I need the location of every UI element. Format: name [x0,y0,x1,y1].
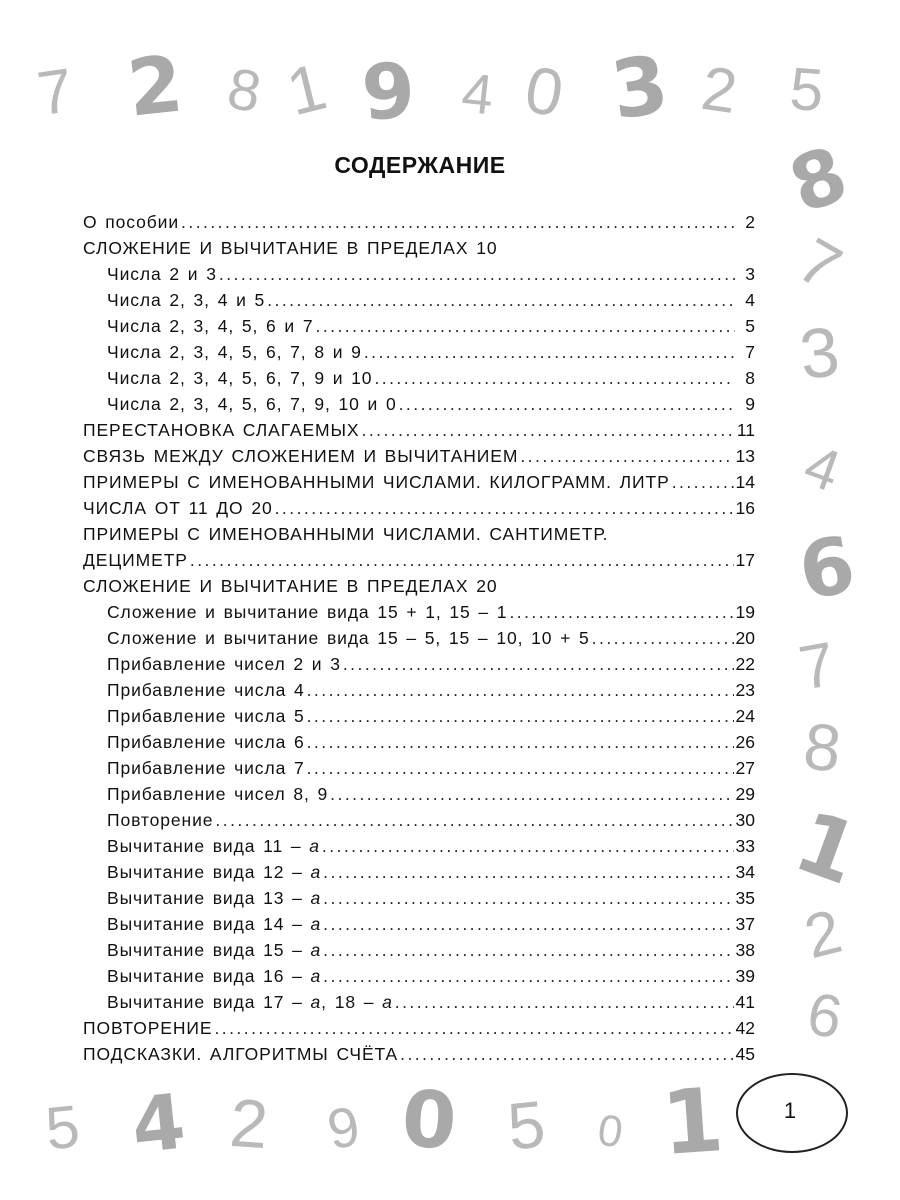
toc-entry [83,914,755,940]
decor-digit-right-4: 4 [796,432,849,505]
decor-digit-bottom-4: 9 [322,1093,365,1162]
toc-entry [83,810,755,836]
toc-leader-dots [400,1044,733,1065]
toc-leader-dots [215,810,733,831]
toc-entry-page: 27 [735,758,755,778]
toc-entry-title: Числа 2 и 3 [107,264,217,284]
toc-leader-dots [509,602,733,623]
toc-entry-page: 16 [735,498,755,518]
toc-entry-page: 42 [735,1018,755,1038]
toc-entry-page: 22 [735,654,755,674]
toc-leader-dots [592,628,734,649]
toc-entry-title: ДЕЦИМЕТР [83,550,188,570]
toc-entry [83,264,755,290]
toc-entry-title: Вычитание вида 13 – a [107,888,322,908]
toc-leader-dots [316,316,736,337]
toc-entry-page: 30 [735,810,755,830]
toc-entry [83,212,755,238]
toc-entry-page: 41 [735,992,755,1012]
toc-entry-page: 11 [736,420,755,440]
toc-entry [83,654,755,680]
toc-entry [83,394,755,420]
decor-digit-bottom-5: 0 [398,1074,460,1168]
toc-entry [83,992,755,1018]
toc-entry [83,316,755,342]
toc-entry-title: Числа 2, 3, 4 и 5 [107,290,266,310]
decor-digit-top-1: 7 [33,55,78,130]
toc-leader-dots [307,758,734,779]
toc-leader-dots [323,862,733,883]
toc-entry-title: Сложение и вычитание вида 15 – 5, 15 – 10, 10 + 5 [107,628,590,648]
decor-digit-right-10: 6 [802,979,848,1052]
toc-entry [83,966,755,992]
toc-entry-page: 20 [735,628,755,648]
toc-entry-page: 3 [745,264,755,284]
toc-entry-title: ПОВТОРЕНИЕ [83,1018,213,1038]
decor-digit-top-2: 2 [123,39,187,135]
toc-leader-dots [323,966,733,987]
toc-entry [83,732,755,758]
decor-digit-bottom-7: 0 [594,1105,626,1158]
toc-entry-page: 14 [735,472,755,492]
toc-leader-dots [323,940,733,961]
toc-entry [83,1044,755,1070]
toc-entry [83,550,755,576]
toc-entry-title: Прибавление чисел 2 и 3 [107,654,341,674]
toc-entry-page: 26 [735,732,755,752]
toc-entry-page: 39 [735,966,755,986]
toc-leader-dots [364,342,735,363]
toc-leader-dots [323,914,733,935]
toc-entry-title: Вычитание вида 14 – a [107,914,322,934]
toc-leader-dots [219,264,735,285]
toc-leader-dots [362,420,735,441]
decor-digit-top-8: 3 [605,37,674,138]
toc-leader-dots [307,706,734,727]
decor-digit-right-8: 1 [783,791,872,905]
toc-entry [83,342,755,368]
decor-digit-top-3: 8 [222,55,266,126]
decor-digit-right-3: 3 [796,312,843,394]
toc-entry-page: 17 [735,550,755,570]
decor-digit-top-5: 9 [358,45,418,138]
toc-entry-title: СВЯЗЬ МЕЖДУ СЛОЖЕНИЕМ И ВЫЧИТАНИЕМ [83,446,519,466]
toc-entry [83,862,755,888]
page-number: 1 [783,1098,797,1123]
toc-entry-page: 35 [735,888,755,908]
toc-leader-dots [267,290,735,311]
toc-leader-dots [343,654,734,675]
toc-leader-dots [214,1018,733,1039]
toc-entry-page: 24 [735,706,755,726]
toc-leader-dots [307,680,734,701]
toc-entry [83,290,755,316]
decor-digit-top-4: 1 [279,48,334,130]
toc-entry-page: 33 [735,836,755,856]
toc-entry-page: 23 [735,680,755,700]
toc-entry-title: Вычитание вида 15 – a [107,940,322,960]
toc-entry-page: 5 [745,316,755,336]
toc-entry [83,576,755,602]
toc-entry [83,498,755,524]
toc-leader-dots [322,836,734,857]
toc-leader-dots [323,888,733,909]
toc-leader-dots [672,472,734,493]
toc-entry-title: Прибавление чисел 8, 9 [107,784,329,804]
toc-entry [83,524,755,550]
toc-entry-title: Повторение [107,810,214,830]
toc-leader-dots [374,368,735,389]
toc-entry-title: Прибавление числа 4 [107,680,305,700]
decor-digit-bottom-1: 5 [42,1092,83,1163]
toc-entry [83,472,755,498]
decor-digit-right-6: 7 [794,629,841,704]
decor-digit-top-7: 0 [519,51,569,131]
toc-entry [83,680,755,706]
toc-entry-title: ПЕРЕСТАНОВКА СЛАГАЕМЫХ [83,420,360,440]
toc-entry-page: 19 [735,602,755,622]
toc-entry-title: Вычитание вида 17 – a, 18 – a [107,992,393,1012]
toc-entry-page: 4 [745,290,755,310]
decor-digit-right-1: 8 [778,128,859,231]
decor-digit-right-5: 6 [792,519,862,619]
toc-entry [83,940,755,966]
toc-entry-page: 45 [735,1044,755,1064]
toc-entry-title: ПРИМЕРЫ С ИМЕНОВАННЫМИ ЧИСЛАМИ. КИЛОГРАММ. ЛИТР [83,472,670,492]
toc-entry-title: ЧИСЛА ОТ 11 ДО 20 [83,498,273,518]
decor-digit-right-9: 2 [798,896,849,973]
toc-leader-dots [330,784,733,805]
toc-entry-page: 38 [735,940,755,960]
decor-digit-bottom-3: 2 [227,1084,271,1164]
decor-digit-right-2: 7 [786,223,854,305]
toc-entry [83,368,755,394]
toc-entry [83,602,755,628]
toc-entry-title: СЛОЖЕНИЕ И ВЫЧИТАНИЕ В ПРЕДЕЛАХ 10 [83,238,498,258]
toc-entry-title: Вычитание вида 16 – a [107,966,322,986]
toc-entry-title: ПОДСКАЗКИ. АЛГОРИТМЫ СЧЁТА [83,1044,399,1064]
toc-entry [83,238,755,264]
toc-entry [83,784,755,810]
toc-leader-dots [275,498,734,519]
toc-leader-dots [307,732,734,753]
toc-entry [83,758,755,784]
toc-entry [83,706,755,732]
toc-entry [83,888,755,914]
toc-entry [83,446,755,472]
decor-digit-bottom-8: 1 [658,1067,727,1176]
toc-entry [83,1018,755,1044]
decor-digit-bottom-6: 5 [504,1086,549,1164]
toc-entry-page: 8 [745,368,755,388]
toc-entry-title: Вычитание вида 12 – a [107,862,322,882]
toc-entry-title: ПРИМЕРЫ С ИМЕНОВАННЫМИ ЧИСЛАМИ. САНТИМЕТР. [83,524,609,544]
toc-leader-dots [181,212,735,233]
toc-entry [83,628,755,654]
toc-entry-page: 29 [735,784,755,804]
toc-entry-page: 2 [745,212,755,232]
decor-digit-right-7: 8 [800,708,845,786]
toc-entry-page: 13 [735,446,755,466]
decor-digit-bottom-2: 4 [127,1076,190,1171]
toc-entry-title: Сложение и вычитание вида 15 + 1, 15 – 1 [107,602,508,622]
toc-leader-dots [395,992,734,1013]
toc-leader-dots [520,446,733,467]
toc-entry-title: Числа 2, 3, 4, 5, 6, 7, 8 и 9 [107,342,362,362]
decor-digit-top-6: 4 [458,60,497,127]
toc-entry [83,836,755,862]
toc-entry-title: Числа 2, 3, 4, 5, 6, 7, 9 и 10 [107,368,373,388]
toc-entry-page: 37 [735,914,755,934]
toc-leader-dots [399,394,735,415]
toc-entry-title: Числа 2, 3, 4, 5, 6 и 7 [107,316,314,336]
toc-entry-title: Числа 2, 3, 4, 5, 6, 7, 9, 10 и 0 [107,394,397,414]
toc-entry-title: Прибавление числа 7 [107,758,305,778]
page-title: СОДЕРЖАНИЕ [334,152,506,178]
toc-entry-title: О пособии [83,212,180,232]
toc-entry-title: Вычитание вида 11 – a [107,836,320,856]
toc-entry-title: Прибавление числа 5 [107,706,305,726]
toc-entry-title: СЛОЖЕНИЕ И ВЫЧИТАНИЕ В ПРЕДЕЛАХ 20 [83,576,498,596]
decor-digit-top-9: 2 [697,53,742,128]
toc-entry-page: 34 [735,862,755,882]
toc-leader-dots [190,550,734,571]
toc-entry [83,420,755,446]
toc-entry-title: Прибавление числа 6 [107,732,305,752]
toc-entry-page: 7 [745,342,755,362]
toc-entry-page: 9 [745,394,755,414]
table-of-contents [83,212,755,1070]
decor-digit-top-10: 5 [787,54,826,125]
